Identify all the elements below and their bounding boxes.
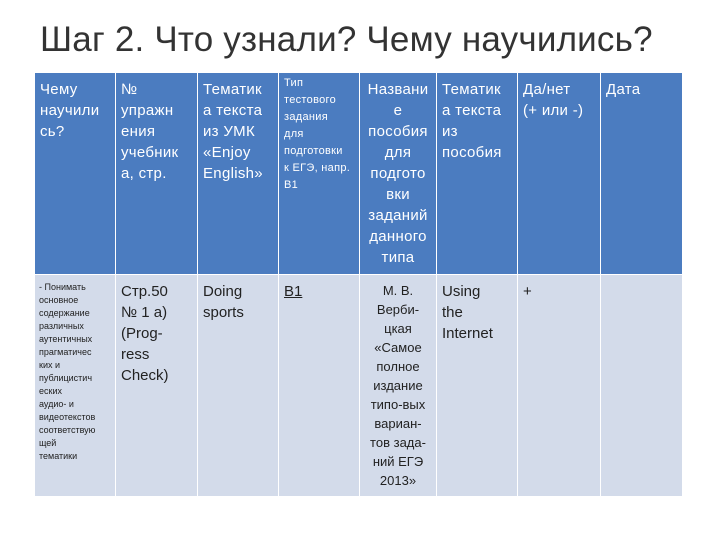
cell-manual-topic: Using the Internet <box>437 275 518 497</box>
header-task-type: Тип тестового задания для подготовки к ЕГЭ, напр. В1 <box>279 73 360 275</box>
lesson-table-container <box>34 72 682 497</box>
header-manual-name: Названи е пособия для подгото вки заданий данного типа <box>360 73 437 275</box>
cell-exercise-number: Стр.50 № 1 а) (Prog- ress Check) <box>116 275 198 497</box>
header-manual-topic: Тематик а текста из пособия <box>437 73 518 275</box>
cell-yes-no: + <box>518 275 601 497</box>
slide-title: Шаг 2. Что узнали? Чему научились? <box>40 20 653 59</box>
table-header-row <box>35 73 683 275</box>
header-exercise-number: № упражн ения учебник а, стр. <box>116 73 198 275</box>
task-type-value: B1 <box>284 283 303 300</box>
header-date: Дата <box>601 73 683 275</box>
cell-task-type <box>279 275 360 497</box>
cell-date <box>601 275 683 497</box>
header-yes-no: Да/нет (+ или -) <box>518 73 601 275</box>
cell-textbook-topic: Doing sports <box>198 275 279 497</box>
header-what-learned: Чему научили сь? <box>35 73 116 275</box>
header-textbook-topic: Тематик а текста из УМК «Enjoy English» <box>198 73 279 275</box>
lesson-table <box>34 72 683 497</box>
cell-manual-name: М. В. Верби- цкая «Самое полное издание типо-вых вариан- тов зада- ний ЕГЭ 2013» <box>360 275 437 497</box>
table-row <box>35 275 683 497</box>
cell-what-learned: - Понимать основное содержание различных аутентичных прагматичес ких и публицистич еских аудио- и видеотекстов соответствую щей тематики <box>35 275 116 497</box>
